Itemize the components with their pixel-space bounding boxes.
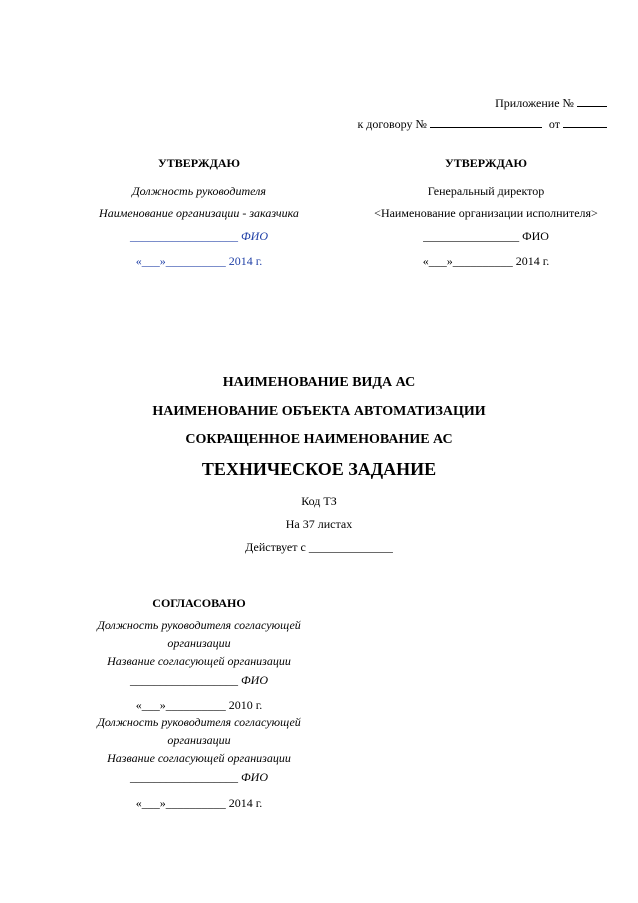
system-type-name: НАИМЕНОВАНИЕ ВИДА АС	[222, 375, 416, 390]
system-short-name: СОКРАЩЕННОЕ НАИМЕНОВАНИЕ АС	[185, 432, 453, 447]
agreed-1-org: Название согласующей организации	[107, 654, 291, 668]
approve-right-signature	[356, 229, 616, 244]
approve-left-date: «___»__________ 2014 г.	[135, 254, 263, 268]
agreed-2-sign-line: __________________	[130, 770, 238, 784]
agreed-2-position-line1: Должность руководителя согласующей	[97, 715, 301, 729]
approve-left-org: Наименование организации - заказчика	[99, 206, 299, 220]
contract-number-blank	[430, 117, 542, 128]
contract-date-blank	[563, 117, 607, 128]
contract-label: к договору №	[357, 117, 427, 131]
document-code: Код ТЗ	[301, 494, 337, 508]
approve-right-date: «___»__________ 2014 г.	[422, 254, 550, 268]
approve-right-position: Генеральный директор	[427, 184, 545, 198]
agreed-1-position-line1: Должность руководителя согласующей	[97, 618, 301, 632]
agreed-2-name: ФИО	[241, 770, 268, 784]
approve-left-name: ФИО	[241, 229, 268, 243]
agreed-1-signature	[83, 673, 315, 688]
approve-left-title: УТВЕРЖДАЮ	[157, 156, 241, 170]
appendix-line	[495, 96, 607, 111]
approve-left-position: Должность руководителя	[132, 184, 266, 198]
agreed-1-sign-line: __________________	[130, 673, 238, 687]
valid-from: Действует с ______________	[245, 540, 393, 554]
approve-left-signature	[83, 229, 315, 244]
agreed-2-org: Название согласующей организации	[107, 751, 291, 765]
automation-object-name: НАИМЕНОВАНИЕ ОБЪЕКТА АВТОМАТИЗАЦИИ	[152, 404, 486, 419]
agreed-2-date: «___»__________ 2014 г.	[135, 796, 263, 810]
approve-right-org: <Наименование организации исполнителя>	[374, 206, 598, 220]
contract-line	[357, 117, 607, 132]
approve-right-title: УТВЕРЖДАЮ	[444, 156, 528, 170]
approve-left-sign-line: __________________	[130, 229, 238, 243]
agreed-2-signature	[83, 770, 315, 785]
agreed-2-position-line2: организации	[167, 733, 231, 747]
contract-from-label: от	[548, 117, 560, 131]
appendix-number-blank	[577, 96, 607, 107]
approve-right-sign-line: ________________	[423, 229, 520, 243]
agreed-title: СОГЛАСОВАНО	[152, 596, 246, 610]
document-title: ТЕХНИЧЕСКОЕ ЗАДАНИЕ	[201, 459, 437, 479]
appendix-label: Приложение №	[495, 96, 574, 110]
sheet-count: На 37 листах	[285, 517, 353, 531]
agreed-1-name: ФИО	[241, 673, 268, 687]
agreed-1-position-line2: организации	[167, 636, 231, 650]
approve-right-name: ФИО	[522, 229, 549, 243]
agreed-1-date: «___»__________ 2010 г.	[135, 698, 263, 712]
